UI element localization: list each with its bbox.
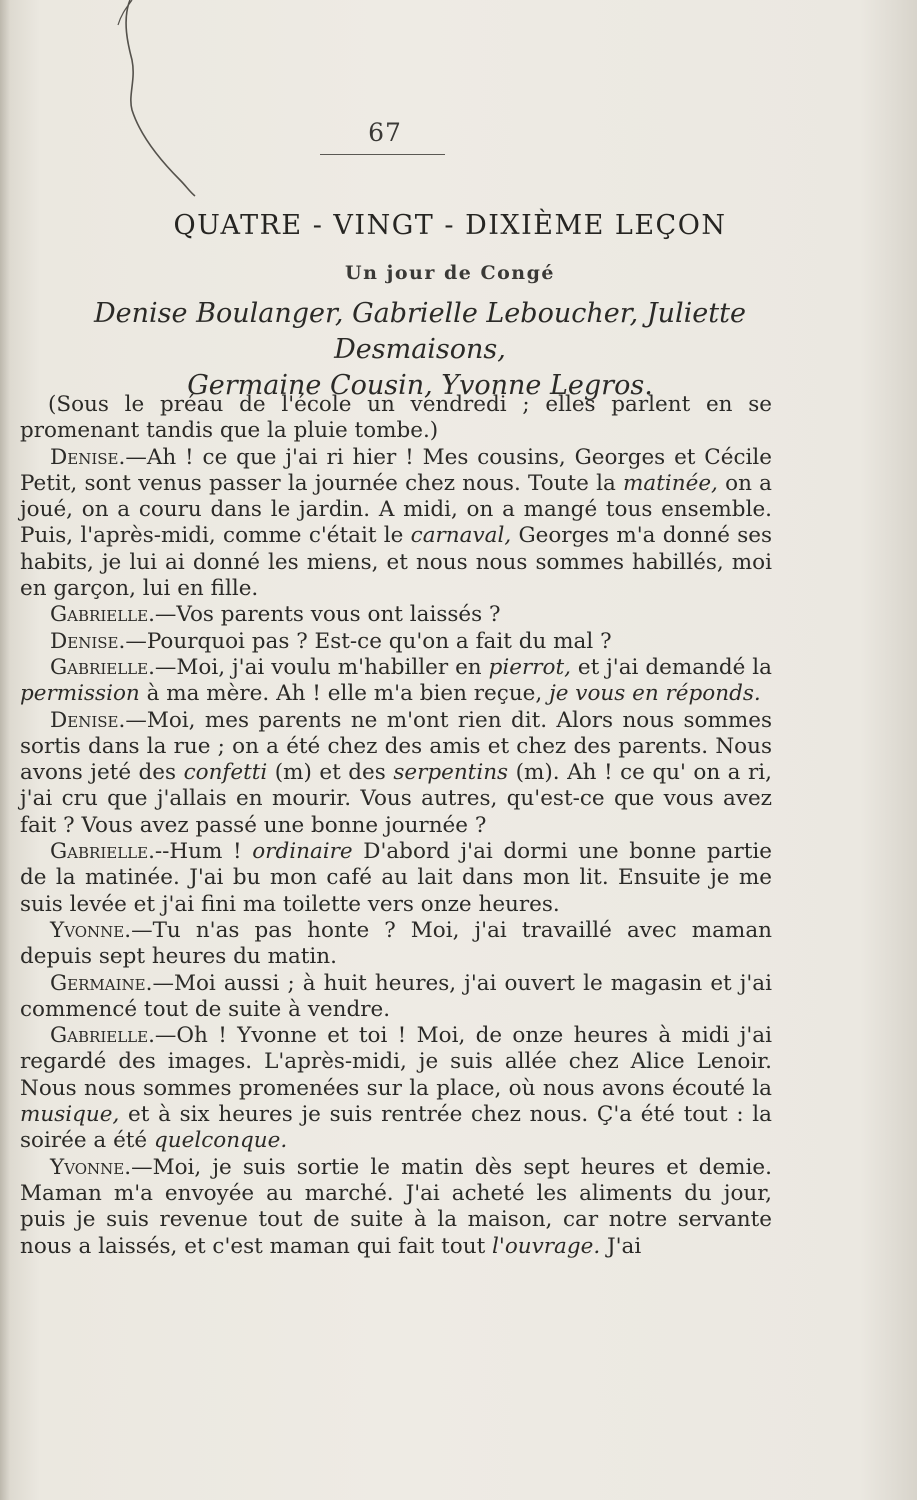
paragraph-text: —Moi, je suis sortie le matin dès sept heures et demie. Maman m'a envoyée au marché. J'ai acheté les aliments du jour, puis je suis revenue tout de suite à la maison, car notre servante nous a laissés, et c'est maman qui fait tout (20, 1154, 772, 1259)
paragraph-text: —Pourquoi pas ? Est-ce qu'on a fait du mal ? (125, 628, 612, 654)
paragraph-text: J'ai (600, 1233, 642, 1259)
vocabulary-term: pierrot, (488, 654, 571, 680)
speaker-name: Gabrielle. (50, 654, 155, 680)
character-list (30, 296, 810, 404)
dialogue-paragraph (20, 708, 772, 839)
vocabulary-term: musique, (20, 1102, 120, 1128)
paragraph-text: —Oh ! Yvonne et toi ! Moi, de onze heures à midi j'ai regardé des images. L'après-midi, je suis allée chez Alice Lenoir. Nous nous sommes promenées sur la place, où nous avons écouté la (20, 1023, 772, 1101)
speaker-name: Gabrielle. (50, 602, 155, 628)
paragraph-text: —Tu n'as pas honte ? Moi, j'ai travaillé avec maman depuis sept heures du matin. (20, 917, 772, 970)
stage-direction (20, 392, 772, 445)
vocabulary-term: l'ouvrage. (492, 1233, 601, 1259)
lesson-subtitle: Un jour de Congé (345, 262, 555, 284)
vocabulary-term: confetti (183, 760, 268, 786)
speaker-name: Gabrielle. (50, 1023, 155, 1049)
vocabulary-term: serpentins (393, 760, 509, 786)
page-number-rule (320, 154, 445, 155)
speaker-name: Yvonne. (50, 1154, 132, 1180)
dialogue-paragraph (20, 1023, 772, 1154)
dialogue-paragraph (20, 839, 772, 918)
vocabulary-term: ordinaire (252, 839, 353, 865)
paragraph-text: (m) et des (267, 760, 394, 786)
dialogue-paragraph (20, 445, 772, 603)
paragraph-text: et à six heures je suis rentrée chez nous. Ç'a été tout : la soirée a été (20, 1102, 772, 1154)
paragraph-text: (m). Ah ! ce qu' on a ri, j'ai cru que j'allais en mourir. Vous autres, qu'est-ce que vous avez fait ? Vous avez passé une bonne journée ? (20, 760, 772, 838)
paragraph-text: —Moi, j'ai voulu m'habiller en (154, 654, 489, 680)
dialogue-paragraph (20, 602, 772, 628)
dialogue-paragraph (20, 918, 772, 971)
speaker-name: Denise. (50, 707, 126, 733)
paragraph-text: —Moi aussi ; à huit heures, j'ai ouvert le magasin et j'ai commencé tout de suite à vendre. (20, 970, 772, 1022)
paragraph-text: Georges m'a donné ses habits, je lui ai donné les miens, et nous nous sommes habillés, moi en garçon, lui en fille. (20, 523, 772, 602)
character-list-line: Denise Boulanger, Gabrielle Leboucher, Juliette Desmaisons, (94, 298, 746, 365)
dialogue-paragraph (20, 971, 772, 1024)
paragraph-text: —Moi, mes parents ne m'ont rien dit. Alors nous sommes sortis dans la rue ; on a été chez des amis et chez des parents. Nous avons jeté des (20, 707, 772, 786)
vocabulary-term: je vous en réponds. (549, 681, 761, 707)
paragraph-text: —Vos parents vous ont laissés ? (154, 602, 501, 628)
speaker-name: Germaine. (50, 970, 153, 996)
paragraph-text: à ma mère. Ah ! elle m'a bien reçue, (139, 681, 550, 707)
vocabulary-term: matinée, (623, 470, 718, 496)
vocabulary-term: carnaval, (410, 523, 512, 549)
page-number: 67 (368, 118, 402, 147)
paragraph-text: (Sous le préau de l'école un vendredi ; elles parlent en se promenant tandis que la pluie tombe.) (20, 392, 772, 444)
paragraph-text: on a joué, on a couru dans le jardin. A midi, on a mangé tous ensemble. Puis, l'après-midi, comme c'était le (20, 470, 772, 549)
dialogue-paragraph (20, 1155, 772, 1260)
speaker-name: Denise. (50, 444, 126, 470)
character-list-line: Germaine Cousin, Yvonne Legros. (187, 370, 653, 401)
dialogue-paragraph (20, 629, 772, 655)
paragraph-text: --Hum ! (154, 839, 253, 865)
dialogue-body (20, 392, 772, 1260)
paragraph-text: —Ah ! ce que j'ai ri hier ! Mes cousins, Georges et Cécile Petit, sont venus passer la journée chez nous. Toute la (20, 444, 772, 496)
speaker-name: Denise. (50, 628, 126, 654)
speaker-name: Gabrielle. (50, 839, 155, 865)
vocabulary-term: permission (20, 681, 140, 707)
speaker-name: Yvonne. (50, 917, 132, 943)
dialogue-paragraph (20, 655, 772, 708)
lesson-title: QUATRE - VINGT - DIXIÈME LEÇON (173, 210, 727, 241)
paragraph-text: D'abord j'ai dormi une bonne partie de la matinée. J'ai bu mon café au lait dans mon lit. Ensuite je me suis levée et j'ai fini ma toilette vers onze heures. (20, 839, 772, 917)
vocabulary-term: quelconque. (154, 1128, 288, 1154)
paragraph-text: et j'ai demandé la (570, 654, 772, 680)
